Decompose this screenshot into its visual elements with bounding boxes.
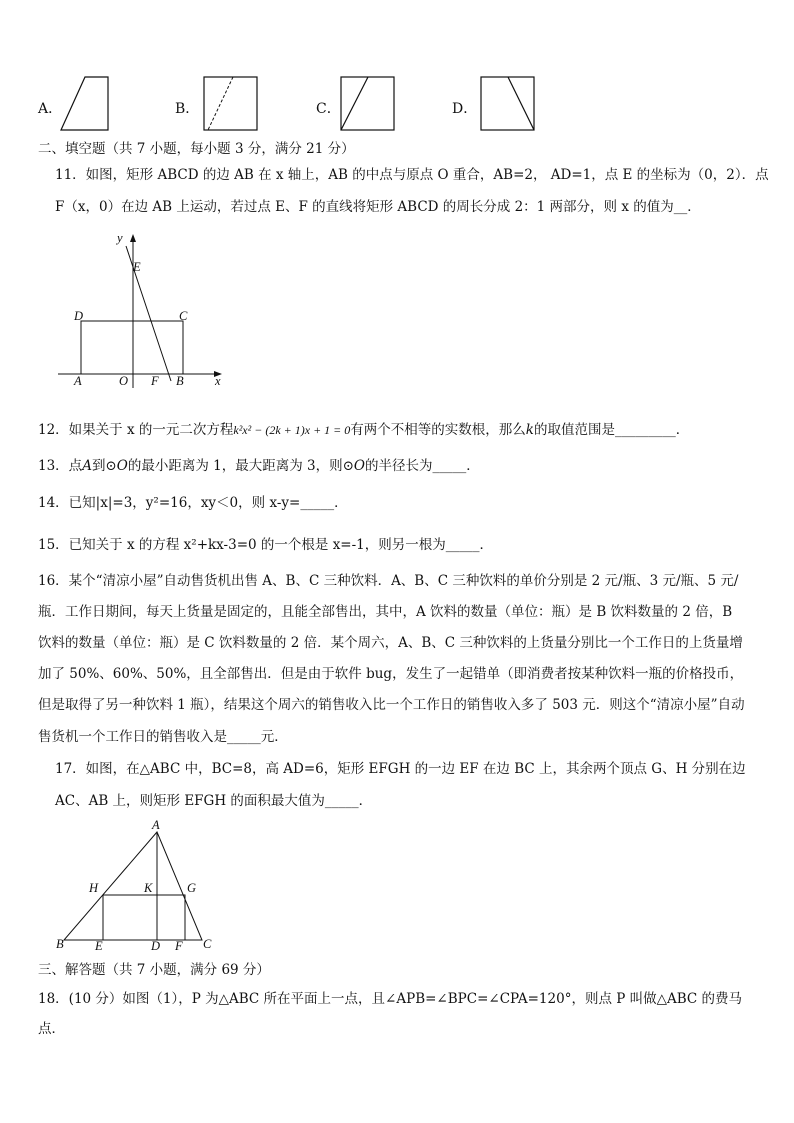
- q17-line1: 17．如图，在△ABC 中，BC=8，高 AD=6，矩形 EFGH 的一边 EF 在边 BC 上，其余两个顶点 G、H 分别在边: [55, 761, 746, 777]
- label-c: C: [203, 937, 212, 951]
- q16-line3: 饮料的数量（单位：瓶）是 C 饮料数量的 2 倍．某个周六，A、B、C 三种饮料的上货量分别比一个工作日的上货量增: [38, 635, 743, 651]
- q16-line4: 加了 50%、60%、50%，且全部售出．但是由于软件 bug，发生了一起错单（即消费者按某种饮料一瓶的价格投币，: [38, 666, 744, 682]
- label-d: D: [74, 309, 84, 323]
- label-b: B: [176, 374, 184, 388]
- option-b-label: B．: [175, 101, 200, 117]
- option-a-figure: [60, 76, 110, 132]
- label-h: H: [89, 881, 99, 895]
- q12-k: k: [525, 422, 534, 438]
- label-e: E: [133, 260, 141, 274]
- label-b: B: [56, 937, 64, 951]
- q12-end: 的取值范围是_________．: [533, 422, 690, 438]
- q12-text: [38, 420, 689, 440]
- q15-text: 15．已知关于 x 的方程 x²+kx-3=0 的一个根是 x=-1，则另一根为_____．: [38, 537, 494, 553]
- label-f: F: [151, 374, 159, 388]
- q11-line1: 11．如图，矩形 ABCD 的边 AB 在 x 轴上，AB 的中点与原点 O 重合，AB=2， AD=1，点 E 的坐标为（0，2）．点: [55, 167, 769, 183]
- label-d: D: [151, 939, 161, 953]
- label-f: F: [175, 939, 183, 953]
- q13-part1: 13．点: [38, 458, 83, 474]
- q13-part2: 到⊙: [91, 458, 117, 474]
- section-heading-fill-in: 二、填空题（共 7 小题，每小题 3 分，满分 21 分）: [38, 141, 355, 157]
- q14-text: 14．已知|x|=3，y²=16，xy＜0，则 x-y=_____．: [38, 495, 348, 511]
- section-heading-solutions: 三、解答题（共 7 小题，满分 69 分）: [38, 962, 270, 978]
- q17-line2: AC、AB 上，则矩形 EFGH 的面积最大值为_____．: [55, 793, 373, 809]
- x-axis-label: x: [215, 374, 221, 388]
- label-e: E: [95, 939, 103, 953]
- option-c-figure: [340, 76, 396, 132]
- q13-circle-o: O: [116, 458, 128, 474]
- label-k: K: [144, 881, 153, 895]
- q16-line1: 16．某个“清凉小屋”自动售货机出售 A、B、C 三种饮料．A、B、C 三种饮料的单价分别是 2 元/瓶、3 元/瓶、5 元/: [38, 573, 739, 589]
- q18-line1: 18．(10 分）如图（1），P 为△ABC 所在平面上一点，且∠APB=∠BPC=∠CPA=120°，则点 P 叫做△ABC 的费马: [38, 991, 743, 1007]
- option-a-label: A．: [38, 101, 63, 117]
- label-a: A: [74, 374, 82, 388]
- rectangle-abcd: [81, 321, 183, 374]
- q13-part3: 的最小距离为 1，最大距离为 3，则⊙: [127, 458, 354, 474]
- q13-circle-o-2: O: [353, 458, 365, 474]
- q11-figure: [50, 228, 230, 398]
- q12-before: 12．如果关于 x 的一元二次方程: [38, 422, 234, 438]
- option-d-figure: [480, 76, 536, 132]
- option-d-label: D．: [452, 101, 478, 117]
- q17-figure: [52, 818, 222, 953]
- q13-text: [38, 456, 480, 476]
- y-axis-label: y: [117, 231, 123, 245]
- q12-equation: k²x² − (2k + 1)x + 1 = 0: [233, 423, 351, 437]
- triangle-abc: [64, 832, 202, 940]
- option-b-figure: [203, 76, 259, 132]
- q16-line6: 售货机一个工作日的销售收入是_____元．: [38, 729, 288, 745]
- q13-point-a: A: [82, 458, 92, 474]
- q12-after: 有两个不相等的实数根，那么: [350, 422, 526, 438]
- q16-line2: 瓶．工作日期间，每天上货量是固定的，且能全部售出，其中，A 饮料的数量（单位：瓶）是 B 饮料数量的 2 倍，B: [38, 604, 733, 620]
- label-c: C: [179, 309, 188, 323]
- option-c-label: C．: [316, 101, 341, 117]
- rectangle-efgh: [103, 895, 185, 940]
- q13-part4: 的半径长为_____．: [364, 458, 480, 474]
- q18-line2: 点．: [38, 1021, 65, 1037]
- label-o: O: [119, 374, 129, 388]
- q11-line2: F（x，0）在边 AB 上运动，若过点 E、F 的直线将矩形 ABCD 的周长分成 2：1 两部分，则 x 的值为__．: [55, 199, 701, 215]
- label-a: A: [152, 818, 160, 832]
- q16-line5: 但是取得了另一种饮料 1 瓶），结果这个周六的销售收入比一个工作日的销售收入多了 503 元．则这个“清凉小屋”自动: [38, 697, 745, 713]
- label-g: G: [187, 881, 197, 895]
